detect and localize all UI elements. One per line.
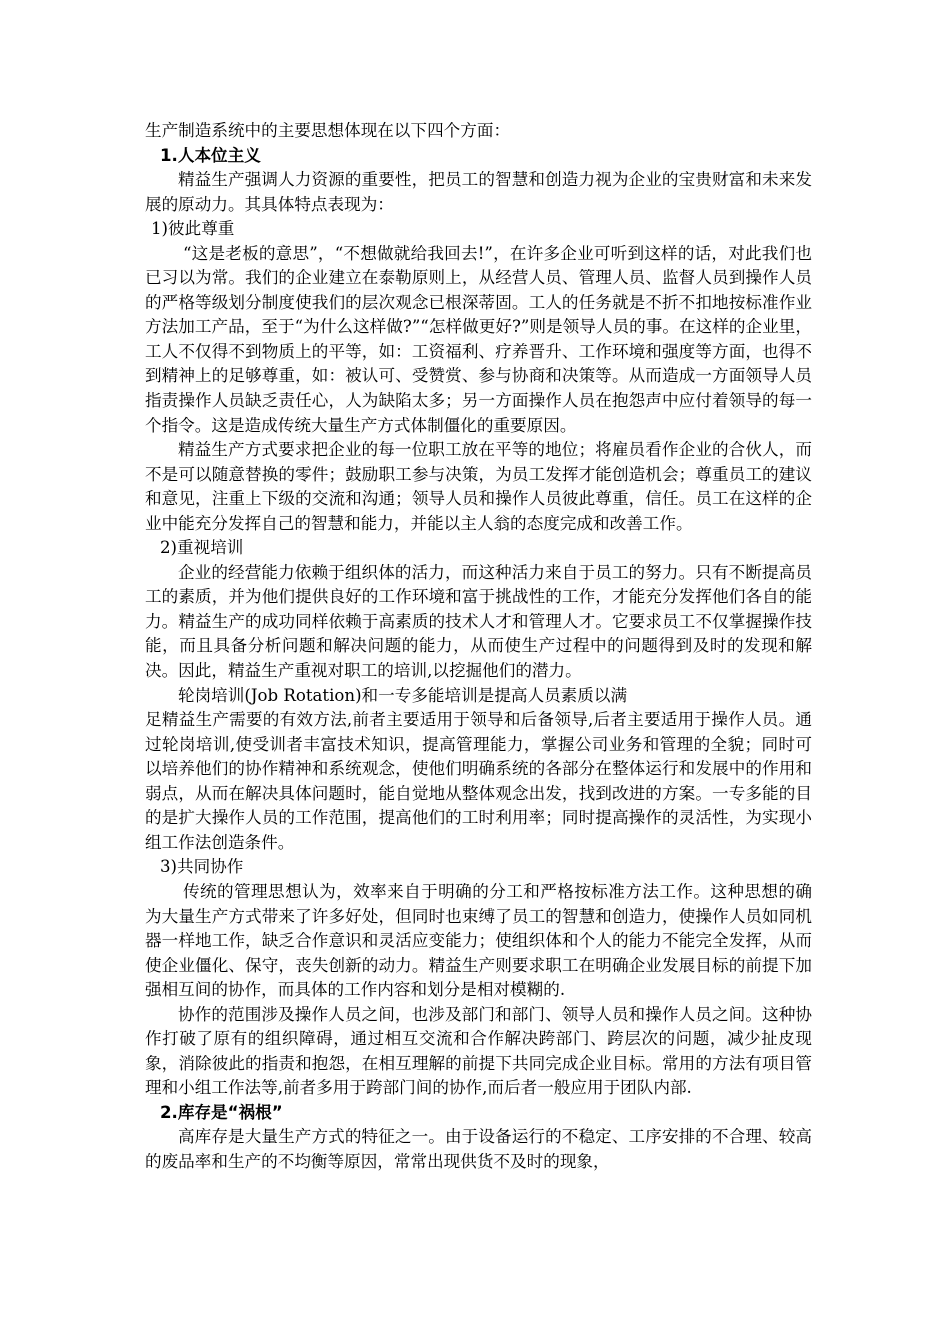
section-heading-1: 1.人本位主义 xyxy=(160,145,261,165)
section-heading-2: 2.库存是“祸根” xyxy=(160,1102,283,1122)
respect-paragraph-2: 精益生产方式要求把企业的每一位职工放在平等的地位；将雇员看作企业的合伙人，而不是可以随意替换的零件；鼓励职工参与决策，为员工发挥才能创造机会；尊重员工的建议和意见，注重上下级的交流和沟通；领导人员和操作人员彼此尊重，信任。员工在这样的企业中能充分发挥自己的智慧和能力，并能以主人翁的态度完成和改善工作。 xyxy=(145,440,812,533)
training-paragraph-2-first-line: 轮岗培训(Job Rotation)和一专多能培训是提高人员素质以满 xyxy=(178,685,628,705)
cooperation-paragraph-2: 协作的范围涉及操作人员之间，也涉及部门和部门、领导人员和操作人员之间。这种协作打破了原有的组织障碍，通过相互交流和合作解决跨部门、跨层次的问题，减少扯皮现象，消除彼此的指责和抱怨，在相互理解的前提下共同完成企业目标。常用的方法有项目管理和小组工作法等,前者多用于跨部门间的协作,而后者一般应用于团队内部. xyxy=(145,1004,812,1098)
document-page xyxy=(145,119,812,1175)
section1-paragraph: 精益生产强调人力资源的重要性，把员工的智慧和创造力视为企业的宝贵财富和未来发展的原动力。其具体特点表现为： xyxy=(145,170,812,214)
subsection-heading-training: 2)重视培训 xyxy=(160,538,244,558)
inventory-paragraph: 高库存是大量生产方式的特征之一。由于设备运行的不稳定、工序安排的不合理、较高的废品率和生产的不均衡等原因，常常出现供货不及时的现象， xyxy=(145,1127,812,1171)
intro-line: 生产制造系统中的主要思想体现在以下四个方面： xyxy=(145,121,511,140)
respect-paragraph-1: “这是老板的意思”，“不想做就给我回去!”，在许多企业可听到这样的话，对此我们也已习以为常。我们的企业建立在泰勒原则上，从经营人员、管理人员、监督人员到操作人员的严格等级划分制度使我们的层次观念已根深蒂固。工人的任务就是不折不扣地按标准作业方法加工产品，至于“为什么这样做?”“怎样做更好?”则是领导人员的事。在这样的企业里，工人不仅得不到物质上的平等，如：工资福利、疗养晋升、工作环境和强度等方面，也得不到精神上的足够尊重，如：被认可、受赞赏、参与协商和决策等。从而造成一方面领导人员指责操作人员缺乏责任心，人为缺陷太多；另一方面操作人员在抱怨声中应付着领导的每一个指令。这是造成传统大量生产方式体制僵化的重要原因。 xyxy=(145,243,812,435)
training-paragraph-2-rest: 足精益生产需要的有效方法,前者主要适用于领导和后备领导,后者主要适用于操作人员。通过轮岗培训,使受训者丰富技术知识，提高管理能力，掌握公司业务和管理的全貌；同时可以培养他们的协作精神和系统观念，使他们明确系统的各部分在整体运行和发展中的作用和弱点，从而在解决具体问题时，能自觉地从整体观念出发，找到改进的方案。一专多能的目的是扩大操作人员的工作范围，提高他们的工时利用率；同时提高操作的灵活性，为实现小组工作法创造条件。 xyxy=(145,710,812,852)
subsection-heading-cooperation: 3)共同协作 xyxy=(160,857,244,877)
cooperation-paragraph-1: 传统的管理思想认为，效率来自于明确的分工和严格按标准方法工作。这种思想的确为大量生产方式带来了许多好处，但同时也束缚了员工的智慧和创造力，使操作人员如同机器一样地工作，缺乏合作意识和灵活应变能力；使组织体和个人的能力不能完全发挥，从而使企业僵化、保守，丧失创新的动力。精益生产则要求职工在明确企业发展目标的前提下加强相互间的协作，而具体的工作内容和划分是相对模糊的. xyxy=(145,881,812,1000)
subsection-heading-respect: 1)彼此尊重 xyxy=(151,219,235,239)
training-paragraph-1: 企业的经营能力依赖于组织体的活力，而这种活力来自于员工的努力。只有不断提高员工的素质，并为他们提供良好的工作环境和富于挑战性的工作，才能充分发挥他们各自的能力。精益生产的成功同样依赖于高素质的技术人才和管理人才。它要求员工不仅掌握操作技能，而且具备分析问题和解决问题的能力，从而使生产过程中的问题得到及时的发现和解决。因此，精益生产重视对职工的培训,以挖掘他们的潜力。 xyxy=(145,562,812,681)
